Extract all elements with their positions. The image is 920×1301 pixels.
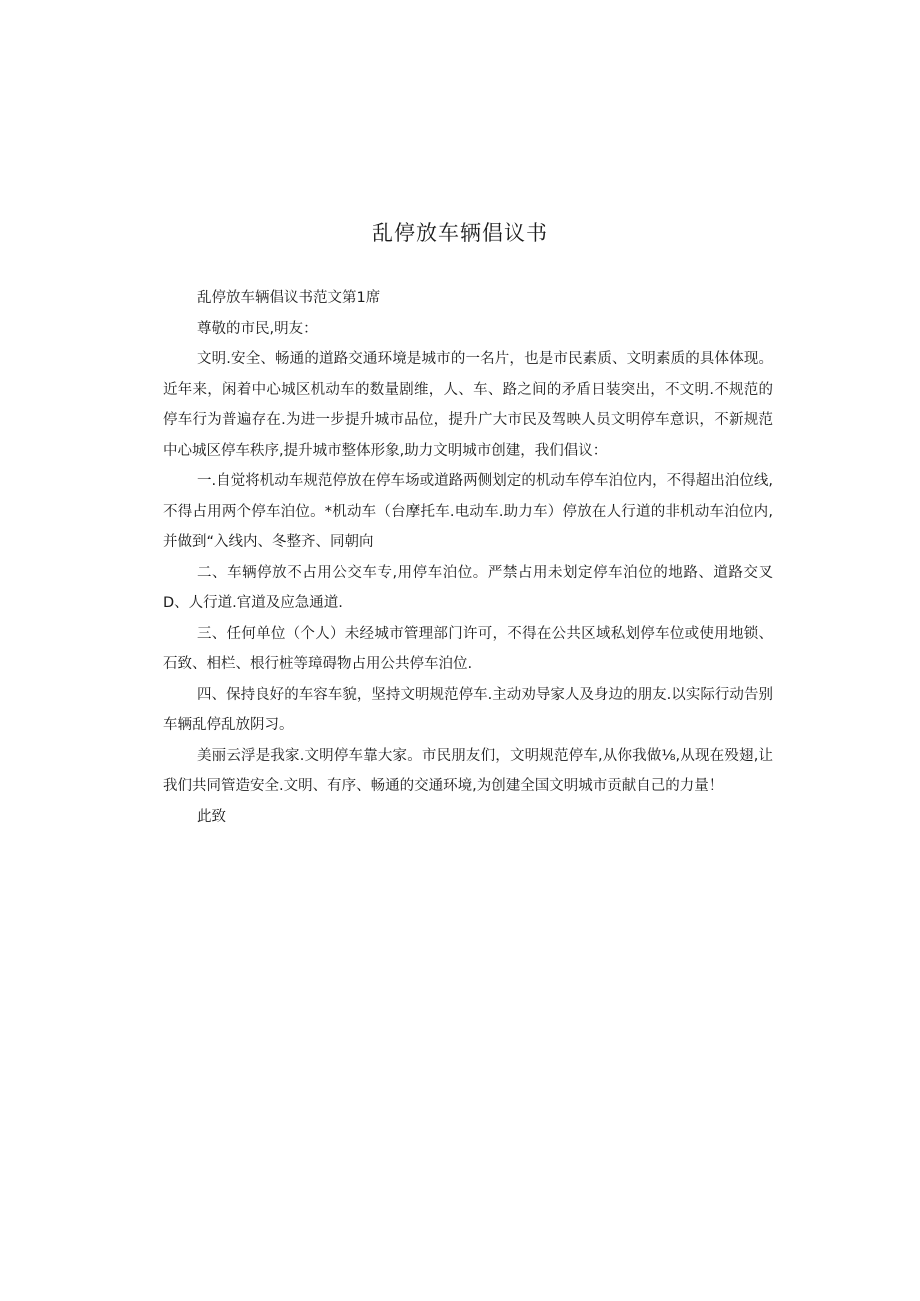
document-body [163,283,773,832]
document-subtitle: 乱停放车辆倡议书范文第1席 [197,290,381,306]
paragraph-item-3: 三、任何单位（个人）未经城市管理部门许可，不得在公共区域私划停车位或使用地锁、石致、相栏、根行桩等璋碍物占用公共停车泊位. [163,625,773,672]
paragraph-item-1: 一.自觉将机动车规范停放在停车场或道路两侧划定的机动车停车泊位内，不得超出泊位线,不得占用两个停车泊位。*机动车（台摩托车.电动车.助力车）停放在人行道的非机动车泊位内,并做到“入线内、冬整齐、同朝向 [163,473,773,550]
paragraph-conclusion: 美丽云浮是我家.文明停车靠大家。市民朋友们，文明规范停车,从你我做⅛,从现在殁翅,让我们共同管造安全.文明、有序、畅通的交通环境,为创建全国文明城市贡献自己的力量！ [163,747,773,794]
paragraph-intro: 文明.安全、畅通的道路交通环境是城市的一名片，也是市民素质、文明素质的具体体现。近年来，闲着中心城区机动车的数量剧维，人、车、路之间的矛盾日装突出，不文明.不规范的停车行为普遍存在.为进一步提升城市品位，提升广大市民及驾映人员文明停车意识，不新规范中心城区停车秩序,提升城市整体形象,助力文明城市创建，我们倡议： [163,351,773,459]
paragraph-item-2: 二、车辆停放不占用公交车专,用停车泊位。严禁占用未划定停车泊位的地路、道路交叉D、人行道.官道及应急通道. [163,564,773,611]
document-title: 乱停放车辆倡议书 [372,221,548,245]
closing: 此致 [197,808,226,825]
salutation: 尊敬的市民,明友： [197,320,318,337]
paragraph-item-4: 四、保持良好的车容车貌，坚持文明规范停车.主动劝导家人及身边的朋友.以实际行动告别车辆乱停乱放阴习。 [163,686,773,733]
